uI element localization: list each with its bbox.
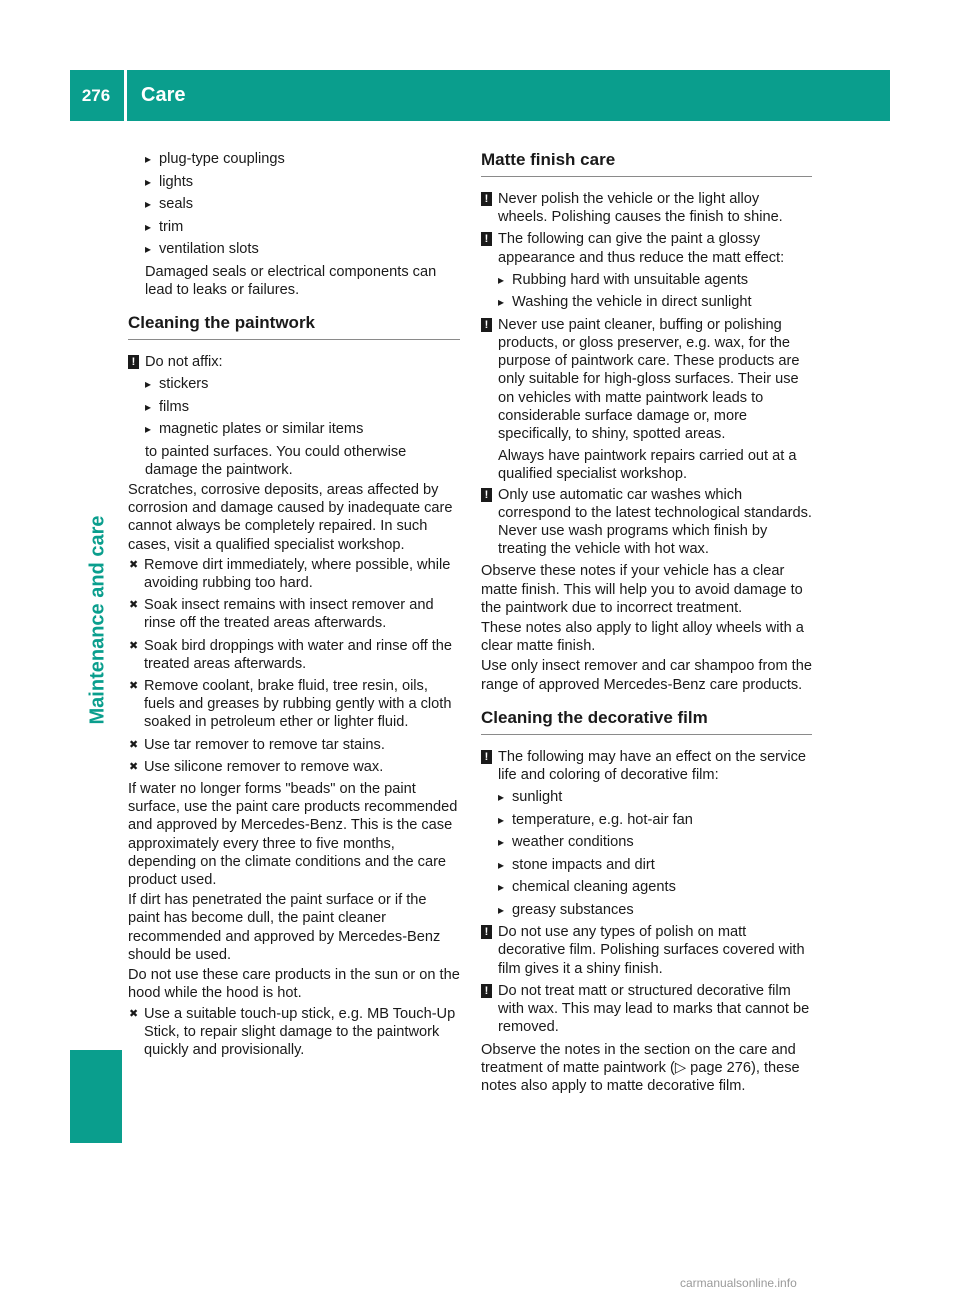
paragraph: Scratches, corrosive deposits, areas affected by corrosion and damage caused by inadequate care cannot always be completely repaired. In such cases, visit a qualified specialist workshop. bbox=[128, 482, 453, 553]
list-item: ▸ stickers bbox=[145, 375, 460, 393]
warning-note bbox=[481, 748, 812, 784]
warning-icon: ! bbox=[481, 232, 492, 246]
watermark: carmanualsonline.info bbox=[680, 1276, 797, 1290]
paragraph-with-page-reference: Observe the notes in the section on the care and treatment of matte paintwork (▷ page 276), these notes also apply to matte decorative film. bbox=[481, 1041, 800, 1094]
list-item: ▸ magnetic plates or similar items bbox=[145, 420, 460, 438]
warning-text: Do not use any types of polish on matt decorative film. Polishing surfaces covered with film gives it a shiny finish. bbox=[498, 924, 805, 977]
list-item: ▸ Washing the vehicle in direct sunlight bbox=[498, 293, 812, 311]
list-item: ▸ ventilation slots bbox=[145, 240, 460, 258]
warning-text: Only use automatic car washes which correspond to the latest technological standards. Never use wash programs which finish by treating the vehicle with hot wax. bbox=[498, 486, 812, 558]
warning-icon: ! bbox=[481, 750, 492, 764]
side-tab-marker bbox=[70, 1050, 122, 1143]
paragraph: Observe these notes if your vehicle has a clear matte finish. This will help you to avoid damage to the paintwork due to incorrect treatment. bbox=[481, 563, 803, 616]
warning-note bbox=[481, 316, 812, 443]
paragraph: Damaged seals or electrical components can lead to leaks or failures. bbox=[145, 263, 437, 298]
paragraph: Use only insect remover and car shampoo from the range of approved Mercedes-Benz care products. bbox=[481, 658, 812, 693]
warning-icon: ! bbox=[481, 925, 492, 939]
header-bar bbox=[70, 70, 890, 121]
warning-text: The following may have an effect on the service life and coloring of decorative film: bbox=[498, 748, 806, 784]
warning-note bbox=[128, 353, 460, 371]
warning-text: Never use paint cleaner, buffing or polishing products, or gloss preserver, e.g. wax, for the purpose of paintwork care. These products are only suitable for high-gloss surfaces. Their use on vehicles with matte paintwork leads to considerable surface damage or, more specifically, to shiny, spotted areas. bbox=[498, 316, 800, 443]
warning-icon: ! bbox=[481, 984, 492, 998]
action-step: ✖ Soak bird droppings with water and rinse off the treated areas afterwards. bbox=[128, 637, 460, 673]
warning-note bbox=[481, 190, 812, 226]
warning-note bbox=[481, 230, 812, 266]
warning-note bbox=[481, 982, 812, 1037]
right-column bbox=[481, 150, 812, 1097]
warning-text: Do not treat matt or structured decorative film with wax. This may lead to marks that cannot be removed. bbox=[498, 982, 810, 1036]
paragraph: Always have paintwork repairs carried out at a qualified specialist workshop. bbox=[498, 448, 797, 483]
section-heading-matte: Matte finish care bbox=[481, 150, 812, 177]
list-item: ▸ stone impacts and dirt bbox=[498, 856, 812, 874]
paragraph: Do not use these care products in the sun or on the hood while the hood is hot. bbox=[128, 967, 460, 1002]
paragraph: to painted surfaces. You could otherwise damage the paintwork. bbox=[145, 443, 407, 478]
action-step: ✖ Remove dirt immediately, where possible, while avoiding rubbing too hard. bbox=[128, 556, 460, 592]
list-item: ▸ seals bbox=[145, 195, 460, 213]
warning-text: Do not affix: bbox=[145, 353, 223, 370]
list-item: ▸ trim bbox=[145, 218, 460, 236]
left-column bbox=[128, 150, 460, 1063]
header-divider bbox=[124, 70, 127, 121]
side-tab-label: Maintenance and care bbox=[86, 515, 109, 725]
warning-icon: ! bbox=[481, 488, 492, 502]
warning-note bbox=[481, 486, 812, 559]
list-item: ▸ Rubbing hard with unsuitable agents bbox=[498, 271, 812, 289]
list-item: ▸ lights bbox=[145, 173, 460, 191]
warning-note bbox=[481, 923, 812, 978]
warning-text: Never polish the vehicle or the light alloy wheels. Polishing causes the finish to shine. bbox=[498, 191, 783, 226]
list-item: ▸ chemical cleaning agents bbox=[498, 878, 812, 896]
action-step: ✖ Use a suitable touch-up stick, e.g. MB Touch-Up Stick, to repair slight damage to the paintwork quickly and provisionally. bbox=[128, 1005, 460, 1060]
warning-icon: ! bbox=[481, 192, 492, 206]
list-item: ▸ weather conditions bbox=[498, 833, 812, 851]
warning-icon: ! bbox=[128, 355, 139, 369]
list-item: ▸ greasy substances bbox=[498, 901, 812, 919]
action-step: ✖ Use silicone remover to remove wax. bbox=[128, 758, 460, 776]
warning-text: The following can give the paint a glossy appearance and thus reduce the matt effect: bbox=[498, 231, 785, 266]
chapter-title: Care bbox=[141, 84, 186, 106]
list-item: ▸ films bbox=[145, 398, 460, 416]
paragraph: If water no longer forms "beads" on the paint surface, use the paint care products recommended and approved by Mercedes-Benz. This is the case approximately every three to five months, depending on the climate conditions and the care product used. bbox=[128, 781, 458, 889]
section-heading-decorative-film: Cleaning the decorative film bbox=[481, 708, 812, 735]
action-step: ✖ Use tar remover to remove tar stains. bbox=[128, 736, 460, 754]
section-heading-paintwork: Cleaning the paintwork bbox=[128, 313, 460, 340]
list-item: ▸ sunlight bbox=[498, 788, 812, 806]
paragraph: If dirt has penetrated the paint surface or if the paint has become dull, the paint cleaner recommended and approved by Mercedes-Benz should be used. bbox=[128, 892, 441, 963]
action-step: ✖ Soak insect remains with insect remover and rinse off the treated areas afterwards. bbox=[128, 596, 460, 632]
list-item: ▸ temperature, e.g. hot-air fan bbox=[498, 811, 812, 829]
warning-icon: ! bbox=[481, 318, 492, 332]
list-item: ▸ plug-type couplings bbox=[145, 150, 460, 168]
paragraph: These notes also apply to light alloy wheels with a clear matte finish. bbox=[481, 620, 804, 655]
page-number: 276 bbox=[81, 85, 111, 105]
action-step: ✖ Remove coolant, brake fluid, tree resin, oils, fuels and greases by rubbing gently with a cloth soaked in petroleum ether or lighter fluid. bbox=[128, 677, 460, 732]
